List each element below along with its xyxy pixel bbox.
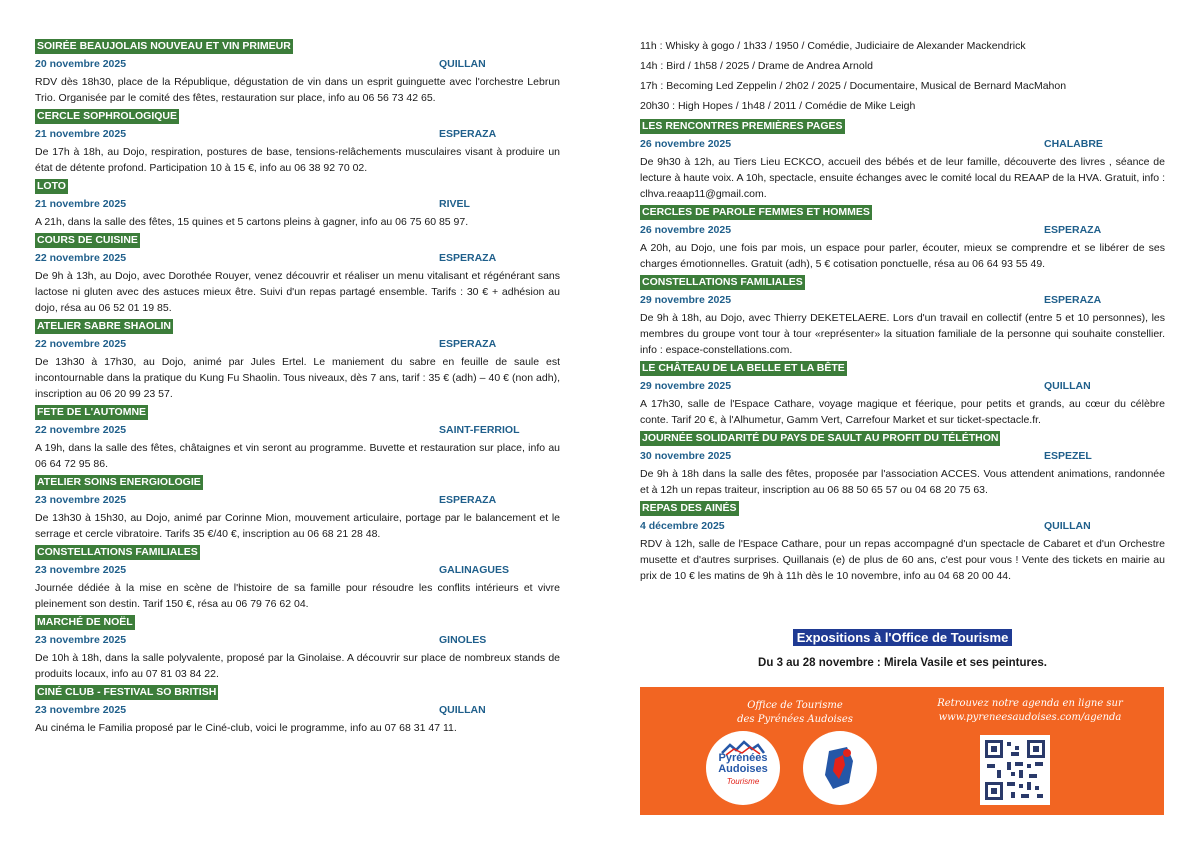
event-place: ESPERAZA	[1044, 294, 1102, 306]
event-description: A 17h30, salle de l'Espace Cathare, voyage magique et féerique, pour petits et grands, au cœur du célèbre conte. Tarif 20 €, à l'Alhumetur, Gamm Vert, Carrefour Market et sur ticket-spectacle.fr.	[640, 398, 1165, 426]
event-meta	[640, 446, 1165, 466]
event-date: 4 décembre 2025	[640, 520, 725, 532]
event-meta	[640, 516, 1165, 536]
film-line: 17h : Becoming Led Zeppelin / 2h02 / 2025 / Documentaire, Musical de Bernard MacMahon	[640, 80, 1067, 92]
event-description: Journée dédiée à la mise en scène de l'histoire de sa famille pour résoudre les conflits intérieurs et vivre pleinement son destin. Tarif 150 €, résa au 06 79 76 62 04.	[35, 582, 560, 610]
event-description: De 10h à 18h, dans la salle polyvalente, proposé par la Ginolaise. A découvrir sur place de nombreux stands de produits locaux, info au 07 81 03 84 22.	[35, 652, 560, 680]
event-meta	[35, 490, 560, 510]
event-description: De 13h30 à 15h30, au Dojo, animé par Corinne Mion, mouvement articulaire, portage par le balancement et le serrage et cercle vibratoire. Tarifs 35 €/40 €, inscription au 06 68 21 28 48.	[35, 512, 560, 540]
event-meta	[35, 560, 560, 580]
event-title: CONSTELLATIONS FAMILIALES	[642, 276, 803, 288]
qr-code[interactable]	[980, 735, 1050, 805]
event-place: GALINAGUES	[439, 564, 510, 576]
event-date: 29 novembre 2025	[640, 380, 732, 392]
event-date: 21 novembre 2025	[35, 198, 127, 210]
event-place: QUILLAN	[439, 704, 486, 716]
event-date: 30 novembre 2025	[640, 450, 732, 462]
agenda-online	[915, 697, 1145, 725]
tourism-emblem-icon	[803, 731, 877, 805]
event-date: 29 novembre 2025	[640, 294, 732, 306]
event-meta	[640, 376, 1165, 396]
logo-text	[706, 753, 780, 775]
event-description: RDV dès 18h30, place de la République, dégustation de vin dans un esprit guinguette avec l'orchestre Lebrun Trio. Organisée par le comité des fêtes, restauration sur place, info au 06 56 73 42 65.	[35, 76, 560, 104]
office-name	[720, 699, 870, 727]
event-date: 23 novembre 2025	[35, 634, 127, 646]
office-line-2: des Pyrénées Audoises	[737, 714, 853, 725]
event-block	[640, 116, 1165, 202]
event-description: A 21h, dans la salle des fêtes, 15 quines et 5 cartons pleins à gagner, info au 06 75 60 85 97.	[35, 216, 469, 228]
event-title: MARCHÉ DE NOËL	[37, 616, 133, 628]
event-place: ESPERAZA	[439, 128, 497, 140]
event-place: ESPERAZA	[1044, 224, 1102, 236]
film-line: 20h30 : High Hopes / 1h48 / 2011 / Comédie de Mike Leigh	[640, 100, 916, 112]
film-line: 11h : Whisky à gogo / 1h33 / 1950 / Comédie, Judiciaire de Alexander Mackendrick	[640, 40, 1026, 52]
tourism-banner	[640, 687, 1164, 815]
event-title: CERCLE SOPHROLOGIQUE	[37, 110, 178, 122]
event-title: SOIRÉE BEAUJOLAIS NOUVEAU ET VIN PRIMEUR	[37, 40, 291, 52]
event-title: FETE DE L'AUTOMNE	[37, 406, 147, 418]
event-title: JOURNÉE SOLIDARITÉ DU PAYS DE SAULT AU PROFIT DU TÉLÉTHON	[642, 432, 999, 444]
event-block	[640, 202, 1165, 272]
event-description: A 20h, au Dojo, une fois par mois, un espace pour parler, écouter, mieux se comprendre et se libérer de ses charges émotionnelles. Gratuit (adh), 5 € cotisation ponctuelle, résa au 06 64 93 55 49.	[640, 242, 1165, 270]
event-date: 23 novembre 2025	[35, 564, 127, 576]
event-place: CHALABRE	[1044, 138, 1103, 150]
event-description: A 19h, dans la salle des fêtes, châtaignes et vin seront au programme. Buvette et restauration sur place, info au 06 64 72 95 86.	[35, 442, 560, 470]
event-title: REPAS DES AINÉS	[642, 502, 737, 514]
expo-subtitle: Du 3 au 28 novembre : Mirela Vasile et ses peintures.	[758, 657, 1047, 669]
event-title: LE CHÂTEAU DE LA BELLE ET LA BÊTE	[642, 362, 845, 374]
event-description: De 9h à 18h, au Dojo, avec Thierry DEKETELAERE. Lors d'un travail en collectif (entre 5 et 10 personnes), les membres du groupe vont tour à tour «représenter» la situation familiale de la personne qui souhaite constellier. info : espace-constellations.com.	[640, 312, 1165, 356]
event-date: 26 novembre 2025	[640, 138, 732, 150]
event-title: CINÉ CLUB - FESTIVAL SO BRITISH	[37, 686, 217, 698]
event-description: De 17h à 18h, au Dojo, respiration, postures de base, tensions-relâchements musculaires visant à produire un état de détente profond. Participation 10 à 15 €, info au 06 38 92 70 02.	[35, 146, 560, 174]
expo-title: Expositions à l'Office de Tourisme	[793, 629, 1013, 646]
logo-subtext: Tourisme	[726, 777, 760, 786]
event-description: Au cinéma le Familia proposé par le Ciné-club, voici le programme, info au 07 68 31 47 11.	[35, 722, 457, 734]
event-block	[35, 402, 560, 472]
event-title: CONSTELLATIONS FAMILIALES	[37, 546, 198, 558]
event-block	[35, 36, 560, 106]
event-description: De 13h30 à 17h30, au Dojo, animé par Jules Ertel. Le maniement du sabre en feuille de saule est incontournable dans la pratique du Kung Fu Shaolin. Tous niveaux, dès 7 ans, tarif : 35 € (adh) – 40 € (non adh), inscription au 06 20 99 23 57.	[35, 356, 560, 400]
event-place: QUILLAN	[439, 58, 486, 70]
event-block	[35, 542, 560, 612]
event-date: 26 novembre 2025	[640, 224, 732, 236]
event-meta	[35, 420, 560, 440]
event-meta	[35, 194, 560, 214]
event-place: RIVEL	[439, 198, 470, 210]
event-place: ESPEZEL	[1044, 450, 1092, 462]
event-title: COURS DE CUISINE	[37, 234, 138, 246]
event-place: ESPERAZA	[439, 252, 497, 264]
event-meta	[35, 630, 560, 650]
event-meta	[35, 54, 560, 74]
event-block	[35, 682, 560, 736]
right-column	[640, 36, 1165, 584]
event-date: 23 novembre 2025	[35, 494, 127, 506]
film-line: 14h : Bird / 1h58 / 2025 / Drame de Andrea Arnold	[640, 60, 873, 72]
event-title: LES RENCONTRES PREMIÈRES PAGES	[642, 120, 843, 132]
event-block	[35, 230, 560, 316]
event-place: GINOLES	[439, 634, 487, 646]
event-place: QUILLAN	[1044, 380, 1091, 392]
event-meta	[35, 700, 560, 720]
event-block	[640, 428, 1165, 498]
tourism-france-logo	[803, 731, 877, 805]
event-place: ESPERAZA	[439, 494, 497, 506]
logo-line-2: Audoises	[718, 763, 768, 775]
pyrenees-audoises-logo	[706, 731, 780, 805]
event-title: LOTO	[37, 180, 66, 192]
event-date: 21 novembre 2025	[35, 128, 127, 140]
online-link[interactable]: www.pyreneesaudoises.com/agenda	[938, 712, 1122, 723]
event-block	[35, 106, 560, 176]
online-line-1: Retrouvez notre agenda en ligne sur	[937, 698, 1123, 709]
event-place: SAINT-FERRIOL	[439, 424, 520, 436]
left-column	[35, 36, 560, 736]
event-meta	[35, 248, 560, 268]
event-description: De 9h30 à 12h, au Tiers Lieu ECKCO, accueil des bébés et de leur famille, découverte des livres , séance de lecture à haute voix. A 10h, spectacle, ensuite échanges avec le comité local du REAAP de la HVA. Gratuit, info : clhva.reaap11@gmail.com.	[640, 156, 1165, 200]
event-title: CERCLES DE PAROLE FEMMES ET HOMMES	[642, 206, 870, 218]
event-description: RDV à 12h, salle de l'Espace Cathare, pour un repas accompagné d'un spectacle de Cabaret et d'un Orchestre musette et d'autres surprises. Quillanais (e) de plus de 60 ans, c'est pour vous ! Vente des tickets en mairie au prix de 10 € les matins de 9h à 11h dès le 10 novembre, info au 04 68 20 00 44.	[640, 538, 1165, 582]
event-place: QUILLAN	[1044, 520, 1091, 532]
event-meta	[640, 220, 1165, 240]
event-meta	[35, 334, 560, 354]
event-date: 22 novembre 2025	[35, 338, 127, 350]
event-block	[35, 472, 560, 542]
event-date: 22 novembre 2025	[35, 252, 127, 264]
event-title: ATELIER SOINS ENERGIOLOGIE	[37, 476, 201, 488]
event-block	[640, 358, 1165, 428]
event-block	[35, 316, 560, 402]
event-block	[35, 176, 560, 230]
event-date: 20 novembre 2025	[35, 58, 127, 70]
event-block	[640, 272, 1165, 358]
event-meta	[640, 134, 1165, 154]
event-description: De 9h à 13h, au Dojo, avec Dorothée Rouyer, venez découvrir et réaliser un menu vitalisant et régénérant sans lactose ni gluten avec des astuces mieux être. Suivi d'un repas partagé ensemble. Tarifs : 30 € + adhésion au dojo, résa au 06 52 01 19 85.	[35, 270, 560, 314]
event-meta	[35, 124, 560, 144]
event-block	[35, 612, 560, 682]
qr-code-icon	[983, 738, 1047, 802]
expo-heading	[640, 629, 1165, 647]
event-title: ATELIER SABRE SHAOLIN	[37, 320, 171, 332]
event-date: 22 novembre 2025	[35, 424, 127, 436]
event-place: ESPERAZA	[439, 338, 497, 350]
event-description: De 9h à 18h dans la salle des fêtes, proposée par l'association ACCES. Vous attendent animations, randonnée et à 12h un repas traiteur, inscription au 06 88 50 65 57 ou 04 68 20 75 63.	[640, 468, 1165, 496]
office-line-1: Office de Tourisme	[747, 700, 843, 711]
event-block	[640, 498, 1165, 584]
event-meta	[640, 290, 1165, 310]
event-date: 23 novembre 2025	[35, 704, 127, 716]
logo-line-1: Pyrénées	[718, 752, 768, 764]
